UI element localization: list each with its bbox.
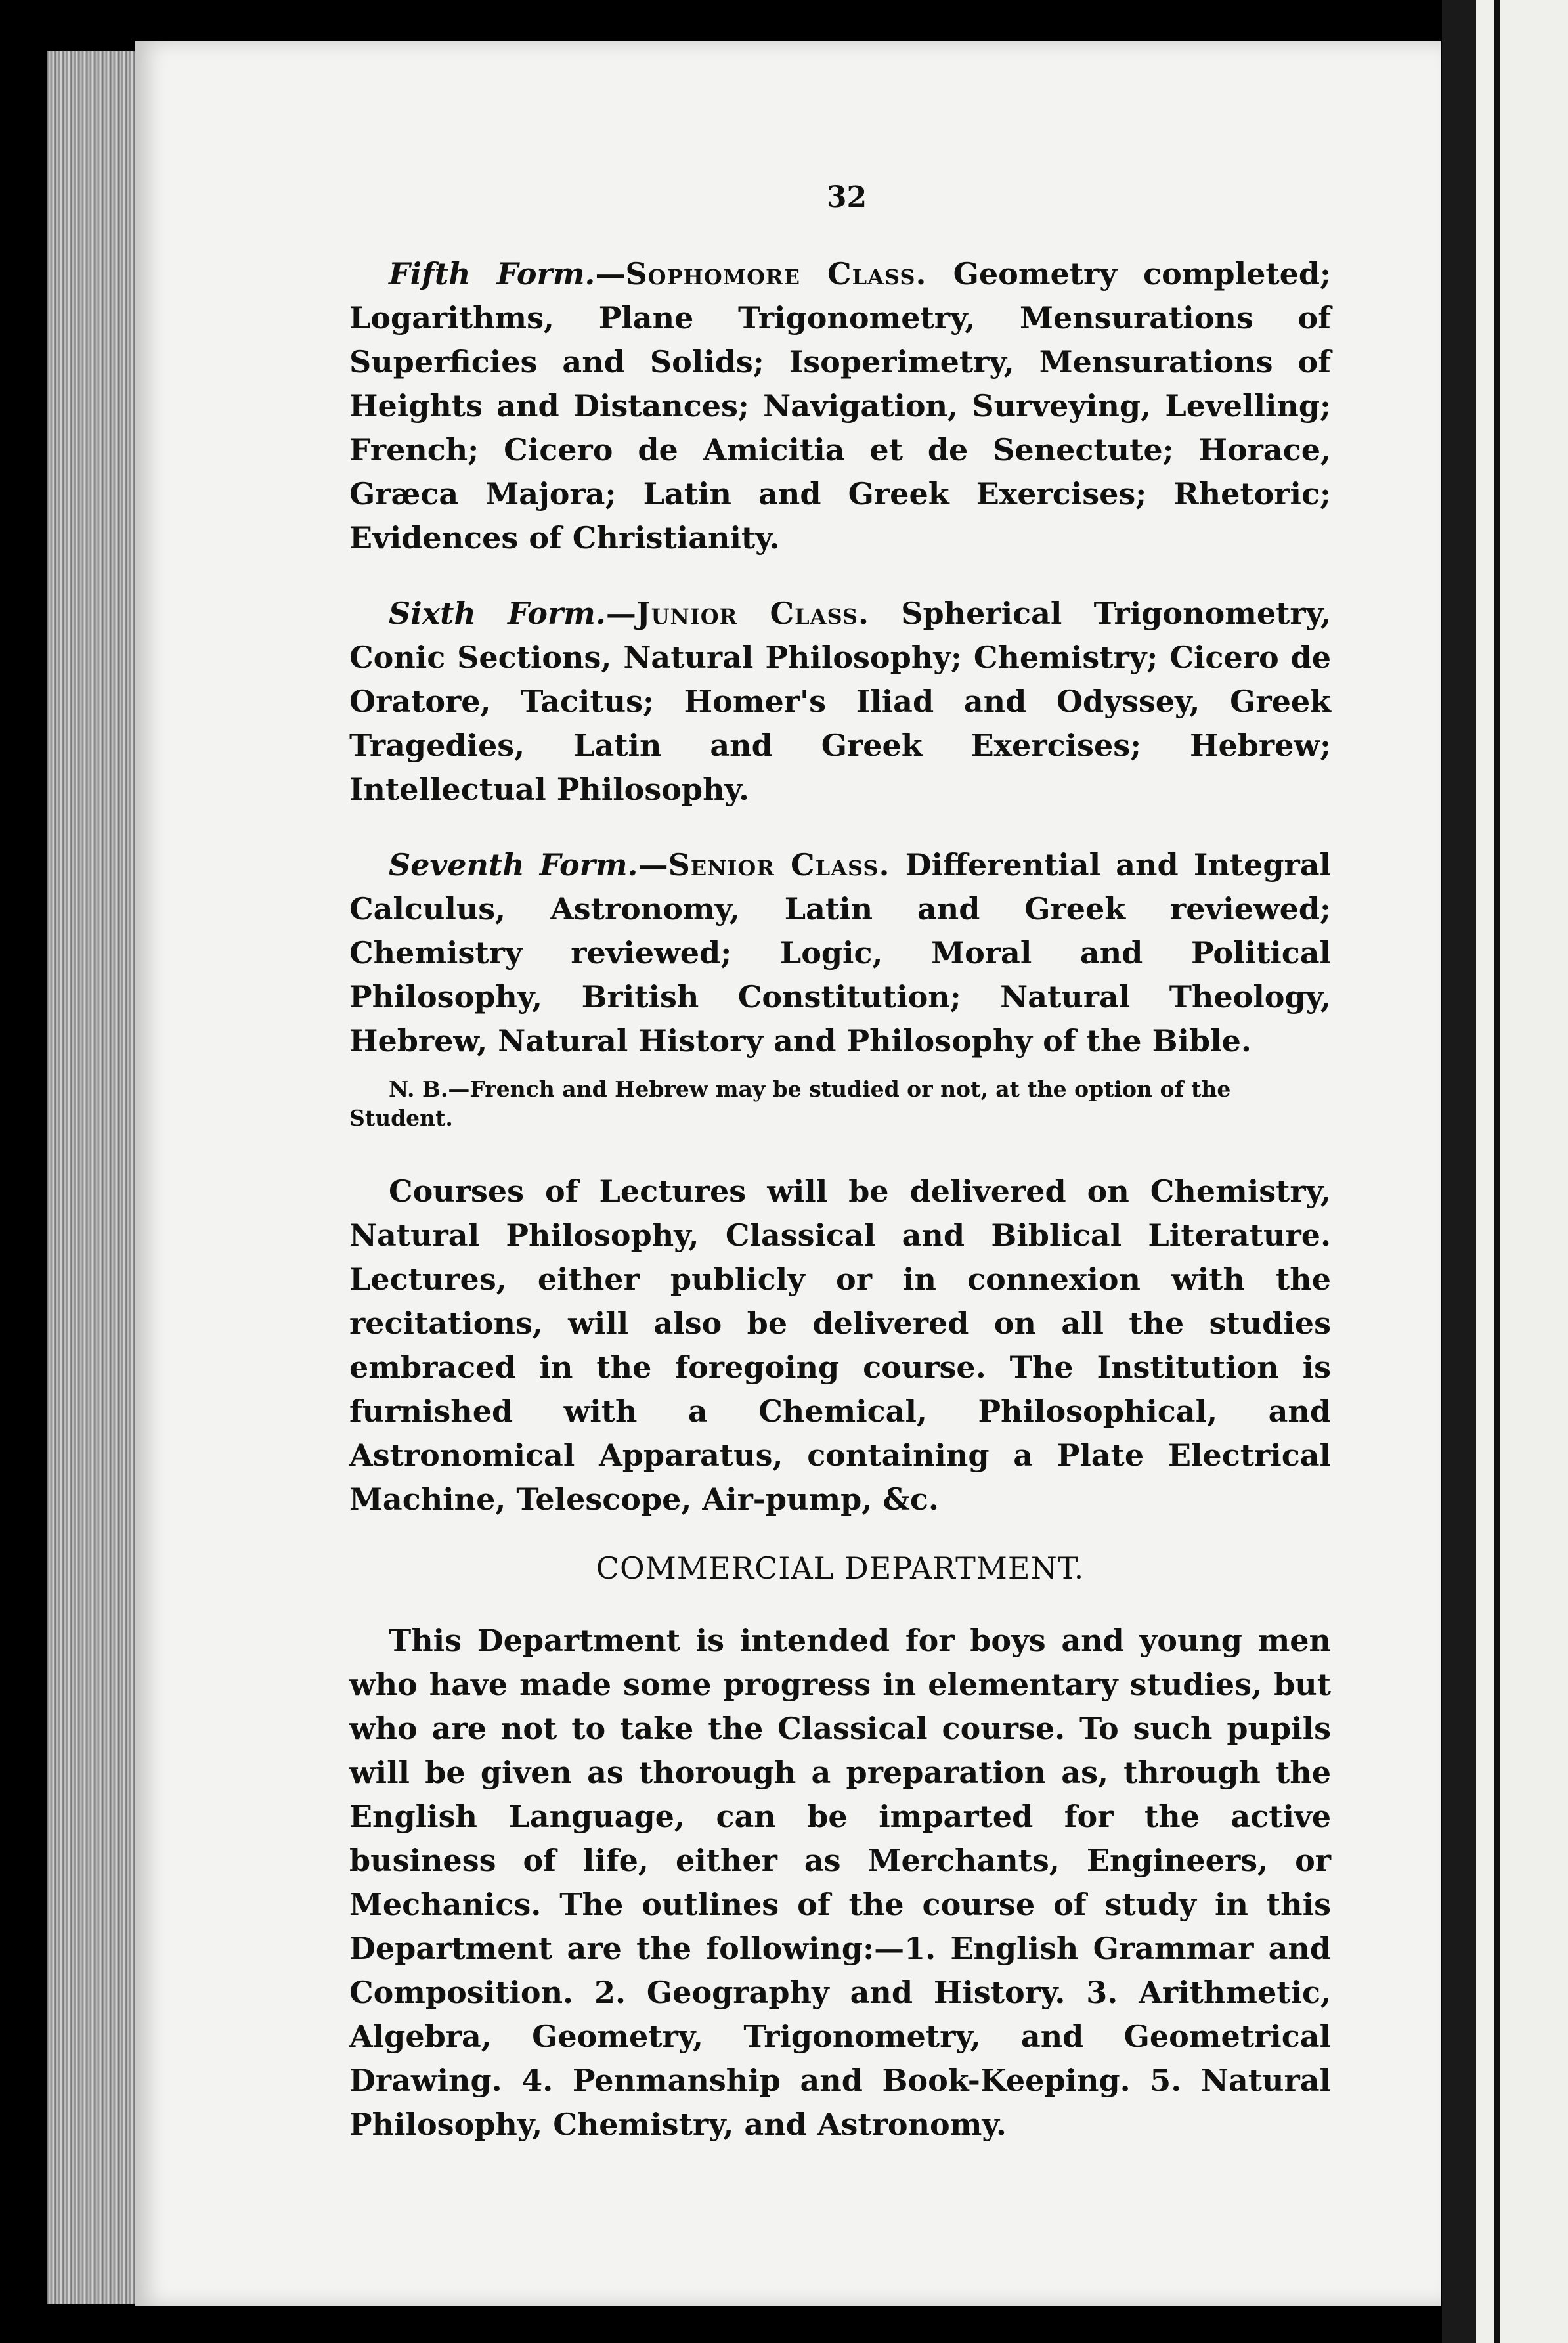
fifth-form-dash: —	[595, 256, 626, 292]
seventh-form-class: Senior Class.	[668, 847, 890, 883]
commercial-department-paragraph: This Department is intended for boys and young men who have made some progress in elementary studies, but who are not to take the Classical course. To such pupils will be given as thorough a preparation as, through the English Language, can be imparted for the active business of life, either as Merchants, Engineers, or Mechanics. The outlines of the course of study in this Department are the following:—1. English Grammar and Composition. 2. Geography and History. 3. Arithmetic, Algebra, Geometry, Trigonometry, and Geometrical Drawing. 4. Penmanship and Book-Keeping. 5. Natural Philosophy, Chemistry, and Astronomy.	[349, 1623, 1331, 2142]
seventh-form-dash: —	[638, 847, 668, 883]
fifth-form-text: Geometry completed; Logarithms, Plane Trigonometry, Mensurations of Superficies and Solids; Isoperimetry, Mensurations of Heights and Distances; Navigation, Surveying, Levelling; French; Cicero de Amicitia et de Senectute; Horace, Græca Majora; Latin and Greek Exercises; Rhetoric; Evidences of Christianity.	[349, 256, 1331, 556]
seventh-form-paragraph	[349, 843, 1331, 1063]
lectures-paragraph: Courses of Lectures will be delivered on Chemistry, Natural Philosophy, Classical and Biblical Literature. Lectures, either publicly or in connexion with the recitations, will also be delivered on all the studies embraced in the foregoing course. The Institution is furnished with a Chemical, Philosophical, and Astronomical Apparatus, containing a Plate Electrical Machine, Telescope, Air-pump, &c.	[349, 1173, 1331, 1517]
fifth-form-class: Sophomore Class.	[625, 256, 927, 292]
fifth-form-paragraph	[349, 252, 1331, 560]
book-spine	[1442, 0, 1476, 2343]
page-number: 32	[826, 181, 867, 214]
facing-page-rule	[1494, 0, 1500, 2343]
commercial-department-heading: COMMERCIAL DEPARTMENT.	[596, 1550, 1085, 1586]
sixth-form-lead: Sixth Form.	[389, 596, 606, 631]
sixth-form-text: Spherical Trigonometry, Conic Sections, Natural Philosophy; Chemistry; Cicero de Oratore, Tacitus; Homer's Iliad and Odyssey, Greek Tragedies, Latin and Greek Exercises; Hebrew; Intellectual Philosophy.	[349, 596, 1331, 807]
sixth-form-paragraph	[349, 592, 1331, 812]
sixth-form-class: Junior Class.	[636, 596, 869, 631]
facing-page-edge	[1476, 0, 1568, 2343]
seventh-form-lead: Seventh Form.	[389, 847, 638, 883]
sixth-form-dash: —	[605, 596, 636, 631]
seventh-form-text: Differential and Integral Calculus, Astronomy, Latin and Greek reviewed; Chemistry reviewed; Logic, Moral and Political Philosophy, British Constitution; Natural Theology, Hebrew, Natural History and Philosophy of the Bible.	[349, 847, 1331, 1059]
nb-note: N. B.—French and Hebrew may be studied or not, at the option of the Student.	[349, 1076, 1231, 1131]
page-text-block	[349, 181, 1331, 2178]
book-page-edges	[47, 51, 146, 2304]
fifth-form-lead: Fifth Form.	[389, 256, 596, 292]
